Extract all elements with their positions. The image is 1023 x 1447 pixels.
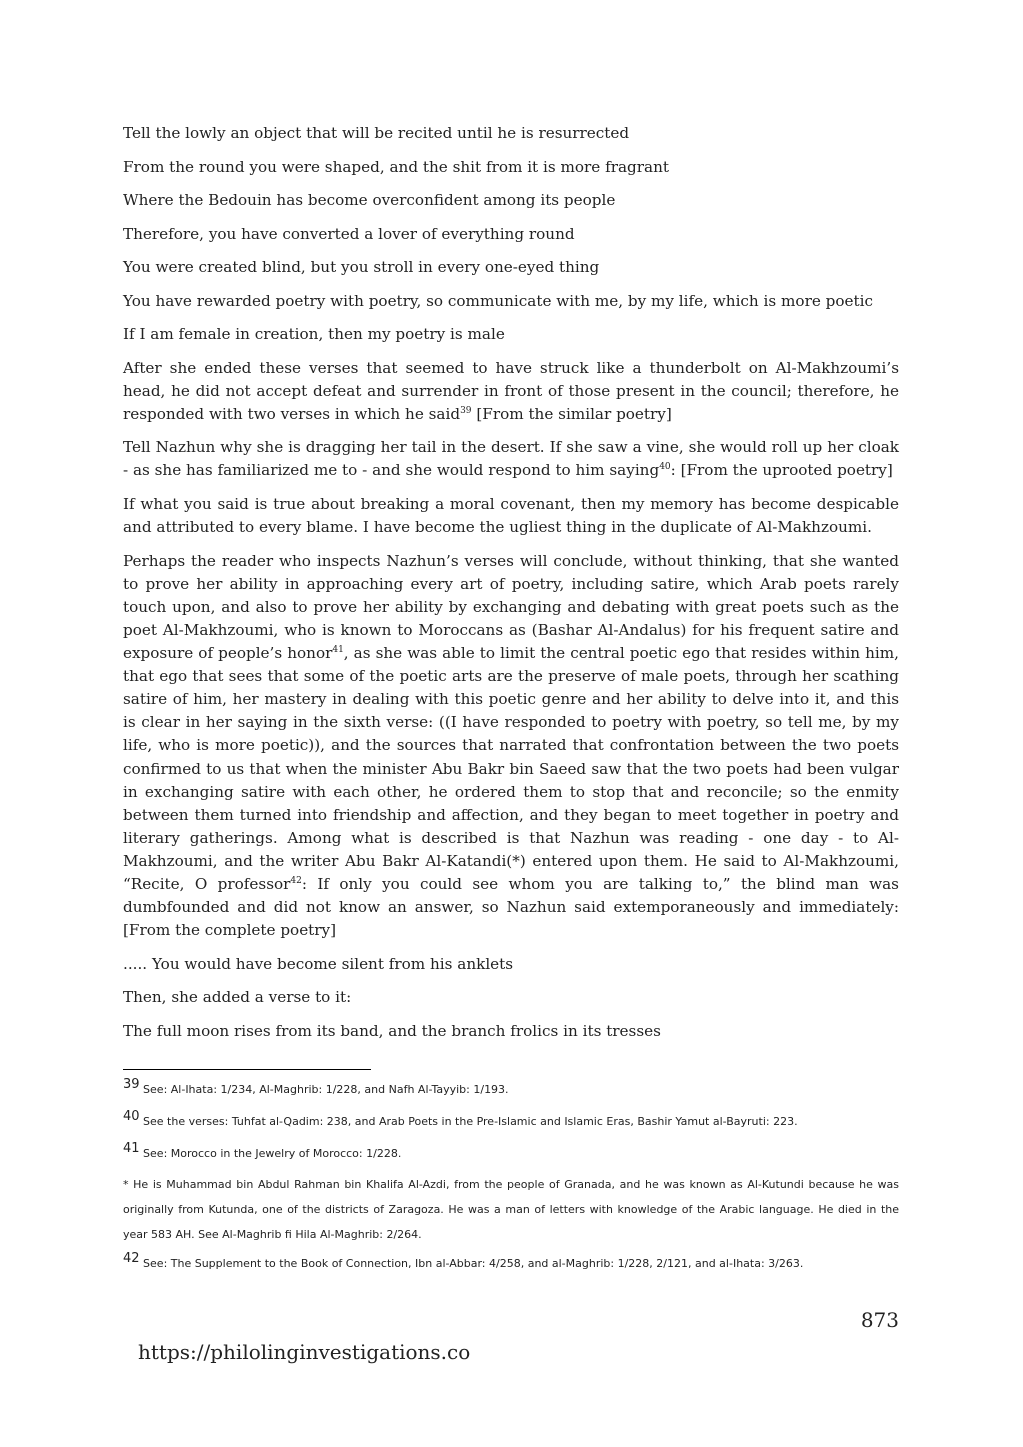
- footnote-number: 41: [123, 1141, 140, 1156]
- paragraph: [123, 357, 899, 426]
- verse-line: You have rewarded poetry with poetry, so communicate with me, by my life, which is more poetic: [123, 291, 873, 310]
- paragraph-text: Perhaps the reader who inspects Nazhun’s verses will conclude, without thinking, that she wanted to prove her ability in approaching every art of poetry, including satire, which Arab poets rarely touch upon, and also to prove her ability by exchanging and debating with great poets such as the poet Al-Makhzoumi, who is known to Moroccans as (Bashar Al-Andalus) for his frequent satire and exposure of people’s honor: [123, 551, 899, 663]
- verse-line: If I am female in creation, then my poetry is male: [123, 325, 505, 343]
- footnote: [123, 1077, 899, 1100]
- footnote: [123, 1141, 899, 1164]
- verse-line: From the round you were shaped, and the shit from it is more fragrant: [123, 157, 669, 176]
- footnote-text: See: The Supplement to the Book of Connection, Ibn al-Abbar: 4/258, and al-Maghrib: 1/228, 2/121, and al-Ihata: 3/263.: [143, 1257, 804, 1270]
- footnote-text: See: Morocco in the Jewelry of Morocco: 1/228.: [143, 1147, 402, 1160]
- verse-line: You were created blind, but you stroll in every one-eyed thing: [123, 258, 600, 276]
- verse-line: The full moon rises from its band, and the branch frolics in its tresses: [123, 1021, 661, 1040]
- footnote-ref[interactable]: 39: [460, 405, 472, 416]
- verse-line: Then, she added a verse to it:: [123, 988, 352, 1007]
- paragraph-text: , as she was able to limit the central poetic ego that resides within him, that ego that sees that some of the poetic arts are the preserve of male poets, through her scathing satire of him, her mastery in dealing with this poetic genre and her ability to delve into it, and this is clear in her saying in the sixth verse: ((I have responded to poetry with poetry, so tell me, by my life, who is more poetic)), and the sources that narrated that confrontation between the two poets confirmed to us that when the minister Abu Bakr bin Saeed saw that the two poets had been vulgar in exchanging satire with each other, he ordered them to stop that and reconcile; so the enmity between them turned into friendship and affection, and they began to meet together in poetry and literary gatherings. Among what is described is that Nazhun was reading - one day - to Al-Makhzoumi, and the writer Abu Bakr Al-Katandi(*) entered upon them. He said to Al-Makhzoumi, “Recite, O professor: [123, 644, 899, 893]
- footnote-number: 42: [123, 1251, 140, 1266]
- paragraph-text: : [From the uprooted poetry]: [670, 461, 893, 480]
- footnote-number: 40: [123, 1109, 140, 1124]
- paragraph: If what you said is true about breaking a moral covenant, then my memory has become despicable and attributed to every blame. I have become the ugliest thing in the duplicate of Al-Makhzoumi.: [123, 494, 899, 537]
- paragraph: [123, 436, 899, 482]
- footnote-ref[interactable]: 41: [332, 645, 344, 656]
- paragraph-text: [From the similar poetry]: [471, 404, 672, 423]
- main-text: [123, 122, 899, 1053]
- paragraph-text: : If only you could see whom you are talking to,” the blind man was dumbfounded and did not know an answer, so Nazhun said extemporaneously and immediately: [From the complete poetry]: [123, 874, 899, 940]
- verse-line: ..... You would have become silent from his anklets: [123, 954, 514, 973]
- paragraph-text: Tell Nazhun why she is dragging her tail in the desert. If she saw a vine, she would roll up her cloak - as she has familiarized me to - and she would respond to him saying: [123, 438, 899, 480]
- footnote-ref[interactable]: 42: [290, 875, 302, 886]
- footnote-star: * He is Muhammad bin Abdul Rahman bin Khalifa Al-Azdi, from the people of Granada, and he was known as Al-Kutundi because he was originally from Kutunda, one of the districts of Zaragoza. He was a man of letters with knowledge of the Arabic language. He died in the year 583 AH. See Al-Maghrib fi Hila Al-Maghrib: 2/264.: [123, 1178, 899, 1241]
- verse-line: Where the Bedouin has become overconfident among its people: [123, 191, 616, 209]
- footnote: [123, 1109, 899, 1132]
- footnote: [123, 1251, 899, 1274]
- page-number: 873: [860, 1308, 899, 1332]
- paragraph-text: After she ended these verses that seemed to have struck like a thunderbolt on Al-Makhzoumi’s head, he did not accept defeat and surrender in front of those present in the council; therefore, he responded with two verses in which he said: [123, 358, 899, 423]
- footnote-text: See: Al-Ihata: 1/234, Al-Maghrib: 1/228, and Nafh Al-Tayyib: 1/193.: [143, 1083, 509, 1096]
- footnote-text: See the verses: Tuhfat al-Qadim: 238, and Arab Poets in the Pre-Islamic and Islamic Eras, Bashir Yamut al-Bayruti: 223.: [143, 1115, 798, 1128]
- footnote-separator: [123, 1069, 371, 1070]
- verse-line: Therefore, you have converted a lover of everything round: [123, 224, 575, 243]
- verse-line: Tell the lowly an object that will be recited until he is resurrected: [123, 124, 630, 142]
- footnotes: [123, 1077, 899, 1286]
- paragraph: [123, 550, 899, 943]
- footnote-number: 39: [123, 1077, 140, 1092]
- footnote-ref[interactable]: 40: [659, 462, 671, 473]
- site-url[interactable]: https://philolinginvestigations.co: [138, 1340, 471, 1364]
